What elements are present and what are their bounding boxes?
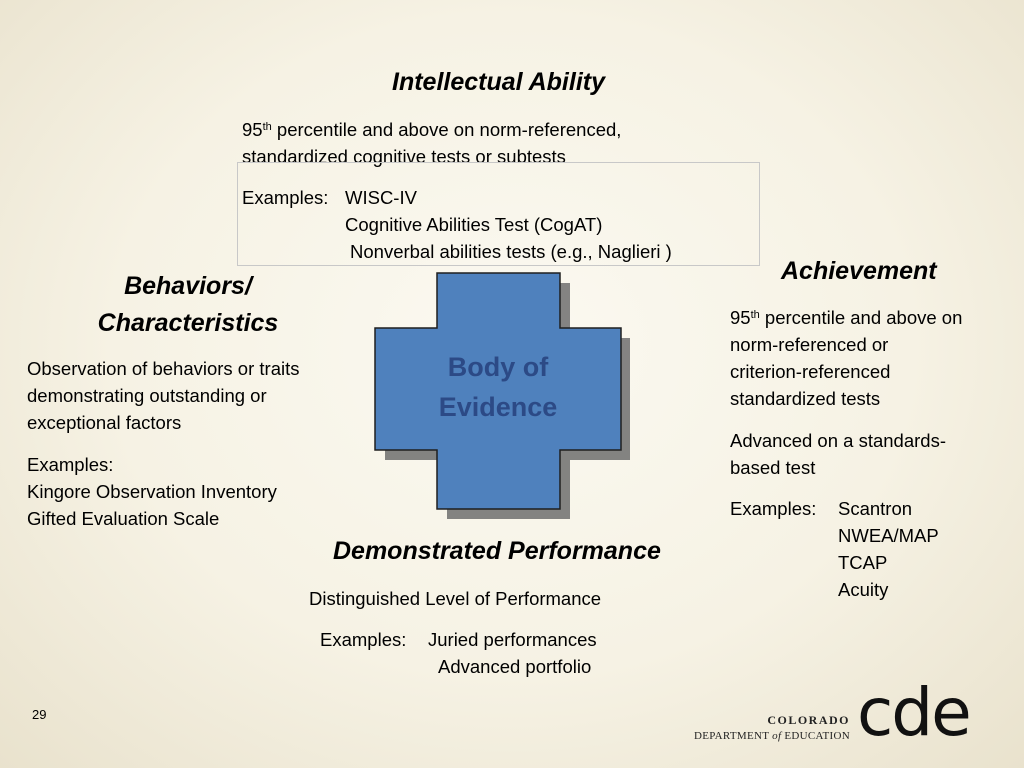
logo-education-text: EDUCATION <box>781 730 850 742</box>
intellectual-line2: standardized cognitive tests or subtests <box>242 146 566 167</box>
intellectual-example-3: Nonverbal abilities tests (e.g., Naglieri ) <box>350 241 672 262</box>
achievement-example-4: Acuity <box>838 579 889 600</box>
center-line2: Evidence <box>438 392 558 422</box>
achievement-percentile-sup: th <box>750 309 760 321</box>
behaviors-examples-label: Examples: <box>27 454 114 475</box>
logo-department <box>694 730 850 742</box>
achievement-examples <box>838 495 939 603</box>
achievement-example-1: Scantron <box>838 498 913 519</box>
cde-logo-text <box>694 713 850 742</box>
performance-heading: Demonstrated Performance <box>333 537 661 565</box>
achievement-percentile-num: 95 <box>730 307 751 328</box>
slide-number: 29 <box>32 707 47 722</box>
achievement-example-2: NWEA/MAP <box>838 525 939 546</box>
intellectual-example-2: Cognitive Abilities Test (CogAT) <box>345 214 603 235</box>
achievement-line-3: standardized tests <box>730 388 881 409</box>
intellectual-percentile-text: percentile and above on norm-referenced, <box>271 119 622 140</box>
achievement-advanced-line2: based test <box>730 457 816 478</box>
behaviors-example-2: Gifted Evaluation Scale <box>27 508 220 529</box>
intellectual-percentile-sup: th <box>262 121 272 133</box>
logo-colorado: COLORADO <box>767 713 850 727</box>
performance-examples-label: Examples: <box>320 629 407 650</box>
intellectual-example-1: WISC-IV <box>345 187 417 208</box>
intellectual-heading: Intellectual Ability <box>392 68 606 96</box>
behaviors-example-1: Kingore Observation Inventory <box>27 481 277 502</box>
logo-of: of <box>772 730 782 742</box>
performance-line1: Distinguished Level of Performance <box>309 588 602 609</box>
performance-example-1: Juried performances <box>428 629 597 650</box>
logo-department-text: DEPARTMENT <box>694 730 773 742</box>
achievement-example-3: TCAP <box>838 552 888 573</box>
behaviors-desc-line2: demonstrating outstanding or <box>27 385 267 406</box>
cde-logo-mark: cde <box>857 674 970 751</box>
performance-example-2: Advanced portfolio <box>438 656 592 677</box>
achievement-percentile-text: percentile and above on <box>759 307 963 328</box>
behaviors-heading-line2: Characteristics <box>97 309 279 337</box>
achievement-advanced-line1: Advanced on a standards- <box>730 430 946 451</box>
achievement-heading: Achievement <box>781 257 937 285</box>
intellectual-percentile-num: 95 <box>242 119 263 140</box>
body-of-evidence-label <box>375 347 621 427</box>
behaviors-desc-line1: Observation of behaviors or traits <box>27 358 300 379</box>
achievement-advanced <box>730 427 946 481</box>
center-line1: Body of <box>447 352 549 382</box>
achievement-line-1: norm-referenced or <box>730 334 889 355</box>
achievement-line-2: criterion-referenced <box>730 361 891 382</box>
intellectual-examples-label: Examples: <box>242 187 329 208</box>
achievement-examples-label: Examples: <box>730 498 817 519</box>
behaviors-heading-line1: Behaviors/ <box>124 272 252 300</box>
behaviors-heading <box>28 268 348 342</box>
behaviors-examples <box>27 451 277 532</box>
achievement-criteria <box>730 304 1020 412</box>
behaviors-desc-line3: exceptional factors <box>27 412 182 433</box>
behaviors-description <box>27 355 300 436</box>
